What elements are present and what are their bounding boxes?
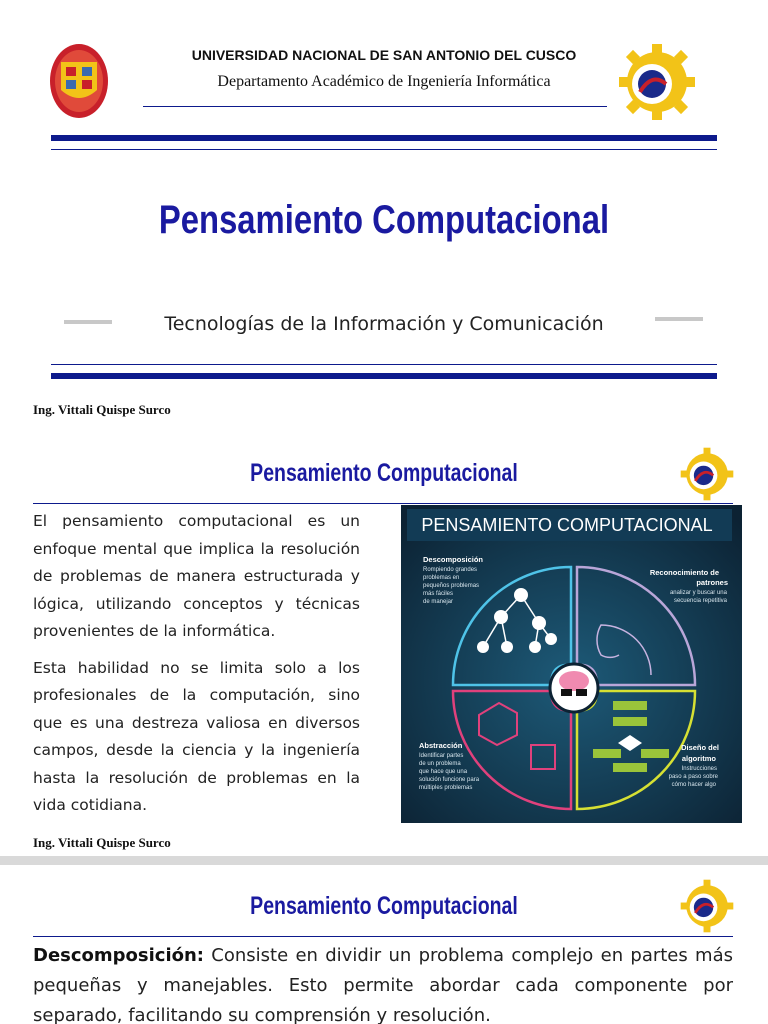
slide2-paragraph-1: El pensamiento computacional es un enfoque mental que implica la resolución de problemas de manera estructurada y lógica, utilizando conceptos y técnicas provenientes de la informática. [33,512,360,640]
top-thick-rule [51,135,717,141]
svg-text:de un problema: de un problema [419,761,461,767]
svg-text:paso a paso sobre: paso a paso sobre [668,774,718,780]
slide3-definition: Consiste en dividir un problema complejo en partes más pequeñas y manejables. Esto permite abordar cada componente por separado, facilitando su comprensión y resolución. [33,945,733,1024]
cover-title: Pensamiento Computacional [158,198,610,242]
svg-text:más fáciles: más fáciles [423,591,454,597]
slide2-paragraph-2: Esta habilidad no se limita solo a los profesionales de la computación, sino que es una destreza valiosa en diversos campos, desde la ciencia y la ingeniería hasta la resolución de problemas en la vida cotidiana. [33,658,360,814]
university-name: UNIVERSIDAD NACIONAL DE SAN ANTONIO DEL CUSCO [191,47,577,63]
infographic-q3-title: Abstracción [419,741,463,750]
infographic-q2-title: Reconocimiento de [649,568,719,577]
bottom-thick-rule [51,373,717,379]
svg-text:solución funcione para: solución funcione para [419,777,480,783]
slide2-body [33,508,360,829]
slide3-paragraph [33,941,733,1024]
slide3-rule [33,936,733,937]
cover-subtitle: Tecnologías de la Información y Comunicación [164,313,604,335]
svg-text:que hace que una: que hace que una [419,769,468,775]
svg-text:analizar y buscar una: analizar y buscar una [669,590,727,596]
svg-text:Identificar partes: Identificar partes [419,753,464,759]
slide2-rule [33,503,733,504]
svg-text:de manejar: de manejar [423,599,454,605]
infographic-q4-title: Diseño del [681,743,719,752]
svg-text:pequeños problemas: pequeños problemas [423,583,480,589]
slide3-term: Descomposición: [33,945,205,966]
infographic-q1-title: Descomposición [423,555,484,564]
svg-text:múltiples problemas: múltiples problemas [419,785,473,791]
slide2-title: Pensamiento Computacional [250,459,518,487]
department-gear-logo-small-2 [680,878,734,934]
infographic-q4-title-line2: algoritmo [681,754,716,763]
cover-author: Ing. Vittali Quispe Surco [33,402,171,417]
infographic-heading: PENSAMIENTO COMPUTACIONAL [421,515,713,535]
top-thin-rule [51,149,717,150]
slide3-title: Pensamiento Computacional [250,892,518,920]
header-underline [143,106,607,107]
svg-text:Rompiendo grandes: Rompiendo grandes [423,567,478,573]
svg-text:Instrucciones: Instrucciones [681,766,717,772]
subtitle-right-dash [655,317,703,321]
department-gear-logo-small [680,446,734,502]
bottom-thin-rule [51,364,717,365]
slide2-author: Ing. Vittali Quispe Surco [33,835,171,850]
svg-text:cómo hacer algo: cómo hacer algo [671,782,716,788]
department-name: Departamento Académico de Ingeniería Informática [217,73,551,90]
svg-text:problemas en: problemas en [423,575,460,581]
svg-text:secuencia repetitiva: secuencia repetitiva [673,598,727,604]
slide-separator [0,856,768,865]
infographic-q2-title-line2: patrones [696,578,728,587]
computational-thinking-infographic [401,505,742,823]
department-gear-logo [618,42,696,122]
